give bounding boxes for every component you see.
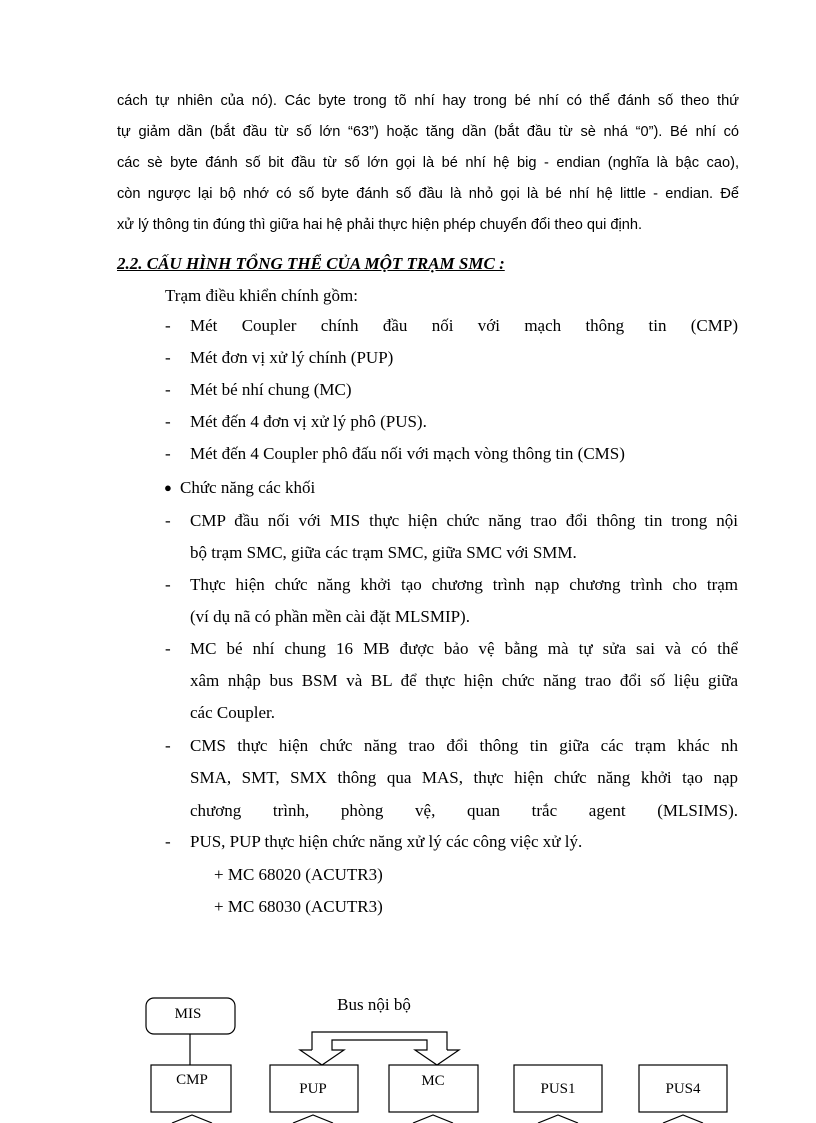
pup-label: PUP — [299, 1081, 327, 1097]
section-lead: Trạm điều khiển chính gồm: — [165, 286, 358, 305]
pus1-label: PUS1 — [540, 1081, 576, 1097]
intro-line: còn ngược lại bộ nhớ có số byte đánh số đầu là nhỏ gọi là bé nhí hệ little - endian. Để — [117, 186, 739, 202]
functions-title: Chức năng các khối — [180, 478, 316, 497]
dash-marker: - — [165, 736, 171, 755]
function-line: bộ trạm SMC, giữa các trạm SMC, giữa SMC với SMM. — [190, 543, 577, 562]
dash-marker: - — [165, 511, 171, 530]
component-item: Mét Coupler chính đầu nối với mạch thông tin (CMP) — [190, 316, 738, 335]
intro-line: cách tự nhiên của nó). Các byte trong tõ nhí hay trong bé nhí có thể đánh số theo thứ — [117, 93, 739, 109]
smc-block-diagram — [0, 990, 816, 1123]
mc-down-arrow — [413, 1115, 453, 1123]
function-line: Thực hiện chức năng khởi tạo chương trình nạp chương trình cho trạm — [190, 575, 738, 594]
dash-marker: - — [165, 380, 171, 399]
component-item: Mét đơn vị xử lý chính (PUP) — [190, 348, 394, 367]
function-line: MC bé nhí chung 16 MB được bảo vệ bằng mà tự sửa sai và có thể — [190, 639, 738, 658]
pus4-label: PUS4 — [665, 1081, 701, 1097]
dash-marker: - — [165, 832, 171, 851]
component-item: Mét đến 4 Coupler phô đấu nối với mạch vòng thông tin (CMS) — [190, 444, 625, 463]
function-line: CMS thực hiện chức năng trao đổi thông tin giữa các trạm khác nh — [190, 736, 738, 755]
dash-marker: - — [165, 412, 171, 431]
function-line: CMP đầu nối với MIS thực hiện chức năng trao đổi thông tin trong nội — [190, 511, 738, 530]
dash-marker: - — [165, 316, 171, 335]
dash-marker: - — [165, 575, 171, 594]
function-line: xâm nhập bus BSM và BL để thực hiện chức năng trao đổi số liệu giữa — [190, 671, 738, 690]
intro-line: các sè byte đánh số bit đầu từ số lớn gọi là bé nhí hệ big - endian (nghĩa là bậc cao), — [117, 155, 739, 171]
sub-item: + MC 68030 (ACUTR3) — [214, 897, 383, 916]
cmp-down-arrow — [172, 1115, 212, 1123]
function-line: các Coupler. — [190, 703, 275, 722]
section-heading: 2.2. CẤU HÌNH TỔNG THỂ CỦA MỘT TRẠM SMC : — [117, 254, 505, 273]
pup-down-arrow — [293, 1115, 333, 1123]
function-line: (ví dụ nã có phần mền cài đặt MLSMIP). — [190, 607, 470, 626]
pus1-down-arrow — [538, 1115, 578, 1123]
intro-line: tự giảm dần (bắt đầu từ số lớn “63”) hoặc tăng dần (bắt đầu từ sè nhá “0”). Bé nhí có — [117, 124, 739, 140]
cmp-label: CMP — [176, 1072, 208, 1088]
dash-marker: - — [165, 639, 171, 658]
pus4-down-arrow — [663, 1115, 703, 1123]
mis-label: MIS — [174, 1006, 202, 1022]
function-line: chương trình, phòng vệ, quan trắc agent (MLSIMS). — [190, 801, 738, 820]
dash-marker: - — [165, 444, 171, 463]
function-line: PUS, PUP thực hiện chức năng xử lý các công việc xử lý. — [190, 832, 583, 851]
intro-line: xử lý thông tin đúng thì giữa hai hệ phải thực hiện phép chuyển đổi theo qui định. — [117, 217, 643, 233]
component-item: Mét đến 4 đơn vị xử lý phô (PUS). — [190, 412, 427, 431]
sub-item: + MC 68020 (ACUTR3) — [214, 865, 383, 884]
function-line: SMA, SMT, SMX thông qua MAS, thực hiện chức năng khởi tạo nạp — [190, 768, 738, 787]
internal-bus — [300, 1032, 459, 1065]
dash-marker: - — [165, 348, 171, 367]
bullet-icon: ● — [164, 480, 172, 495]
bus-label: Bus nội bộ — [337, 995, 411, 1014]
mc-label: MC — [421, 1073, 445, 1089]
component-item: Mét bé nhí chung (MC) — [190, 380, 352, 399]
